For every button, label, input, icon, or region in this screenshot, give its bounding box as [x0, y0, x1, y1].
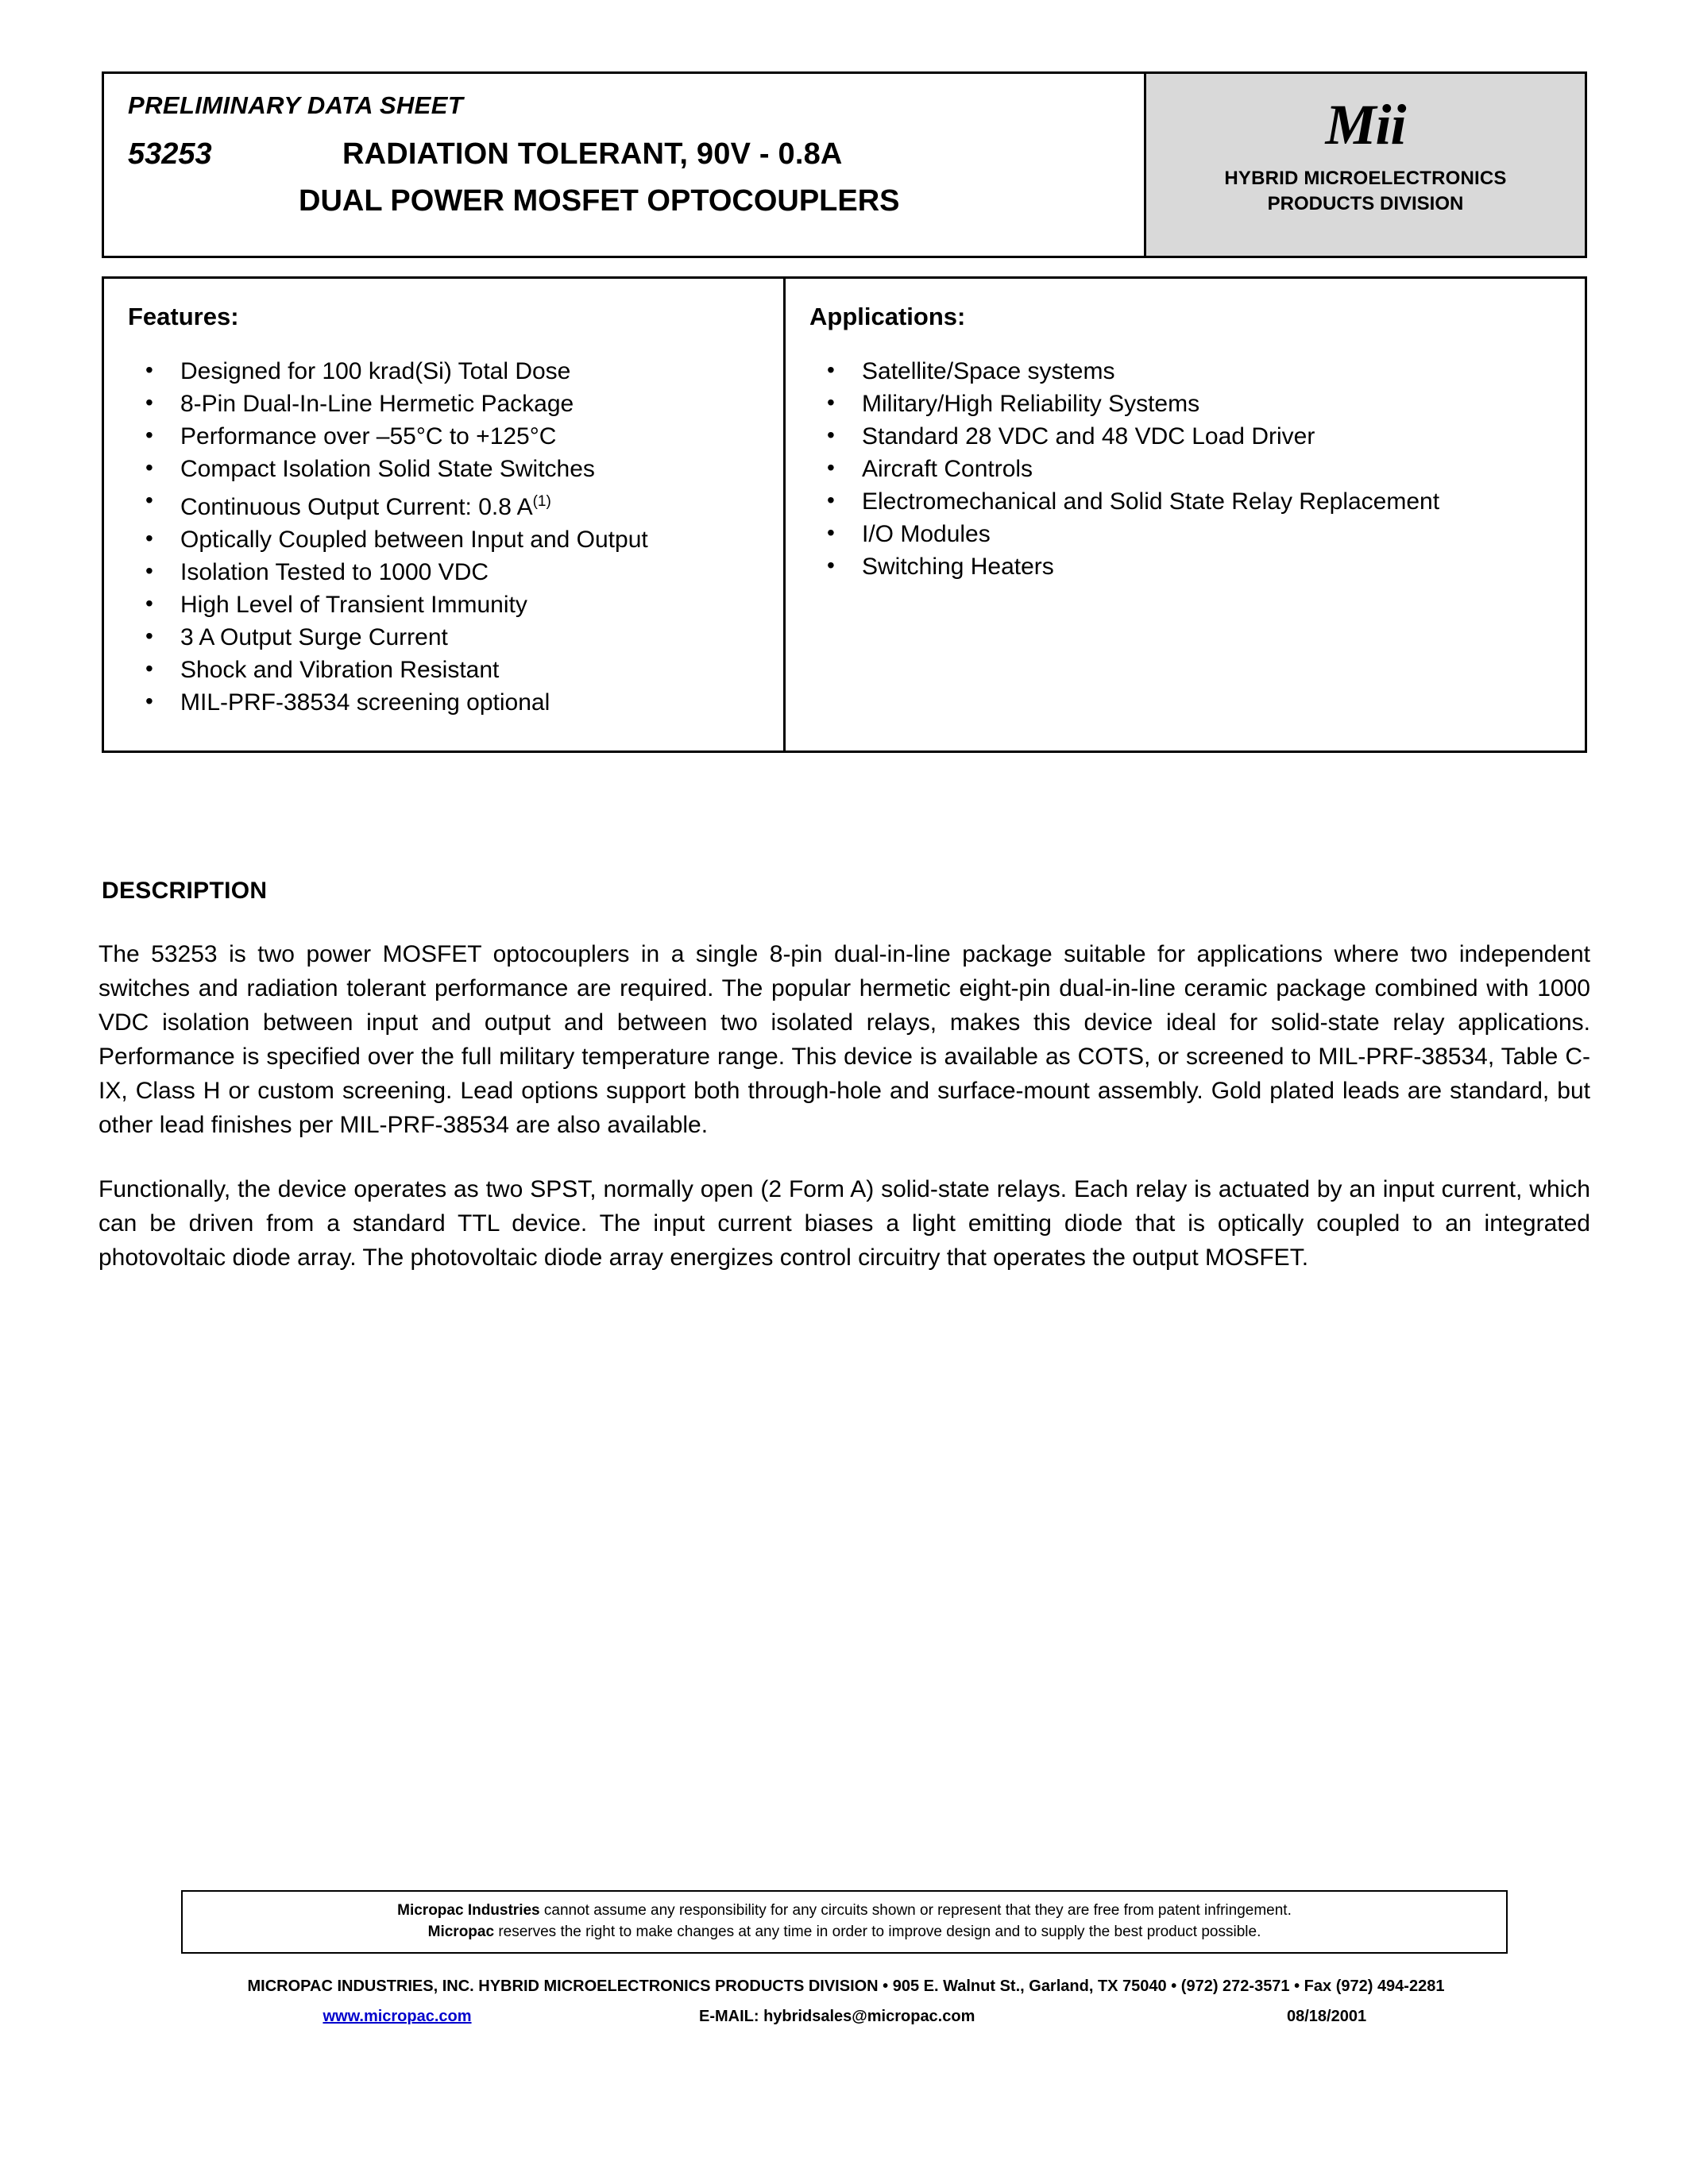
description-paragraph-2: Functionally, the device operates as two SPST, normally open (2 Form A) solid-state relays. Each relay is actuated by an input current, which can be driven from a standard TTL device. The input current biases a light emitting diode that is optically coupled to an integrated photovoltaic diode array. The photovoltaic diode array energizes control circuitry that operates the output MOSFET.: [98, 1176, 1590, 1271]
disclaimer-line-1: [194, 1900, 1495, 1921]
header-title-block: [104, 74, 1144, 256]
list-item: • Aircraft Controls: [809, 453, 1566, 485]
list-item: • Designed for 100 krad(Si) Total Dose: [128, 355, 764, 388]
email-text[interactable]: E-MAIL: hybridsales@micropac.com: [699, 2008, 975, 2025]
list-item: • Standard 28 VDC and 48 VDC Load Driver: [809, 420, 1566, 453]
revision-date: 08/18/2001: [1287, 2008, 1367, 2025]
list-item: • Compact Isolation Solid State Switches: [128, 453, 764, 485]
list-item: • Isolation Tested to 1000 VDC: [128, 556, 764, 588]
features-heading: Features:: [128, 303, 239, 330]
list-item: • Satellite/Space systems: [809, 355, 1566, 388]
list-item: • 8-Pin Dual-In-Line Hermetic Package: [128, 388, 764, 420]
title-row-1: [128, 137, 1144, 172]
list-item: • Electromechanical and Solid State Relay Replacement: [809, 485, 1566, 518]
list-item: • Military/High Reliability Systems: [809, 388, 1566, 420]
division-line1: HYBRID MICROELECTRONICS: [1224, 168, 1507, 189]
list-item: • Performance over –55°C to +125°C: [128, 420, 764, 453]
features-list: [128, 355, 764, 719]
preliminary-label: PRELIMINARY DATA SHEET: [128, 91, 464, 119]
footer-contact-row: [95, 2008, 1597, 2026]
list-item: • 3 A Output Surge Current: [128, 621, 764, 654]
description-paragraph-1: The 53253 is two power MOSFET optocouplers in a single 8-pin dual-in-line package suitable for applications where two independent switches and radiation tolerant performance are required. The popular hermetic eight-pin dual-in-line ceramic package combined with 1000 VDC isolation between input and output and between two isolated relays, makes this device ideal for solid-state relay applications. Performance is specified over the full military temperature range. This device is available as COTS, or screened to MIL-PRF-38534, Table C-IX, Class H or custom screening. Lead options support both through-hole and surface-mount assembly. Gold plated leads are standard, but other lead finishes per MIL-PRF-38534 are also available.: [98, 941, 1590, 1138]
description-heading: DESCRIPTION: [102, 878, 268, 904]
footnote-marker: (1): [532, 493, 551, 510]
website-link[interactable]: www.micropac.com: [323, 2008, 472, 2025]
features-column: [104, 279, 786, 751]
applications-heading: Applications:: [809, 303, 966, 330]
applications-column: [786, 279, 1585, 751]
list-item: • High Level of Transient Immunity: [128, 588, 764, 621]
disclaimer-company-2: Micropac: [427, 1924, 495, 1940]
disclaimer-company-1: Micropac Industries: [397, 1902, 540, 1919]
document-title-line1: RADIATION TOLERANT, 90V - 0.8A: [342, 137, 843, 171]
list-item: • I/O Modules: [809, 518, 1566, 550]
list-item-label: Continuous Output Current: 0.8 A: [180, 494, 533, 520]
document-title-line2: DUAL POWER MOSFET OPTOCOUPLERS: [299, 184, 900, 218]
part-number: 53253: [128, 137, 212, 171]
company-logo-block: [1144, 74, 1585, 256]
applications-list: [809, 355, 1566, 583]
features-applications-box: [102, 276, 1587, 753]
document-header: [102, 71, 1587, 258]
disclaimer-line-2: [194, 1921, 1495, 1943]
disclaimer-text-2: reserves the right to make changes at any time in order to improve design and to supply the best product possible.: [494, 1924, 1261, 1940]
list-item: • Optically Coupled between Input and Output: [128, 523, 764, 556]
list-item: • MIL-PRF-38534 screening optional: [128, 686, 764, 719]
footer-address: MICROPAC INDUSTRIES, INC. HYBRID MICROELECTRONICS PRODUCTS DIVISION • 905 E. Walnut St., Garland, TX 75040 • (972) 272-3571 • Fax (972) 494-2281: [247, 1978, 1445, 1995]
disclaimer-text-1: cannot assume any responsibility for any circuits shown or represent that they are free from patent infringement.: [539, 1902, 1292, 1919]
company-logo: Mii: [1325, 93, 1406, 156]
description-body: [98, 937, 1590, 1275]
disclaimer-box: [181, 1890, 1508, 1954]
list-item: • Shock and Vibration Resistant: [128, 654, 764, 686]
division-line2: PRODUCTS DIVISION: [1267, 193, 1464, 214]
list-item-with-footnote: [128, 485, 764, 523]
list-item: • Switching Heaters: [809, 550, 1566, 583]
